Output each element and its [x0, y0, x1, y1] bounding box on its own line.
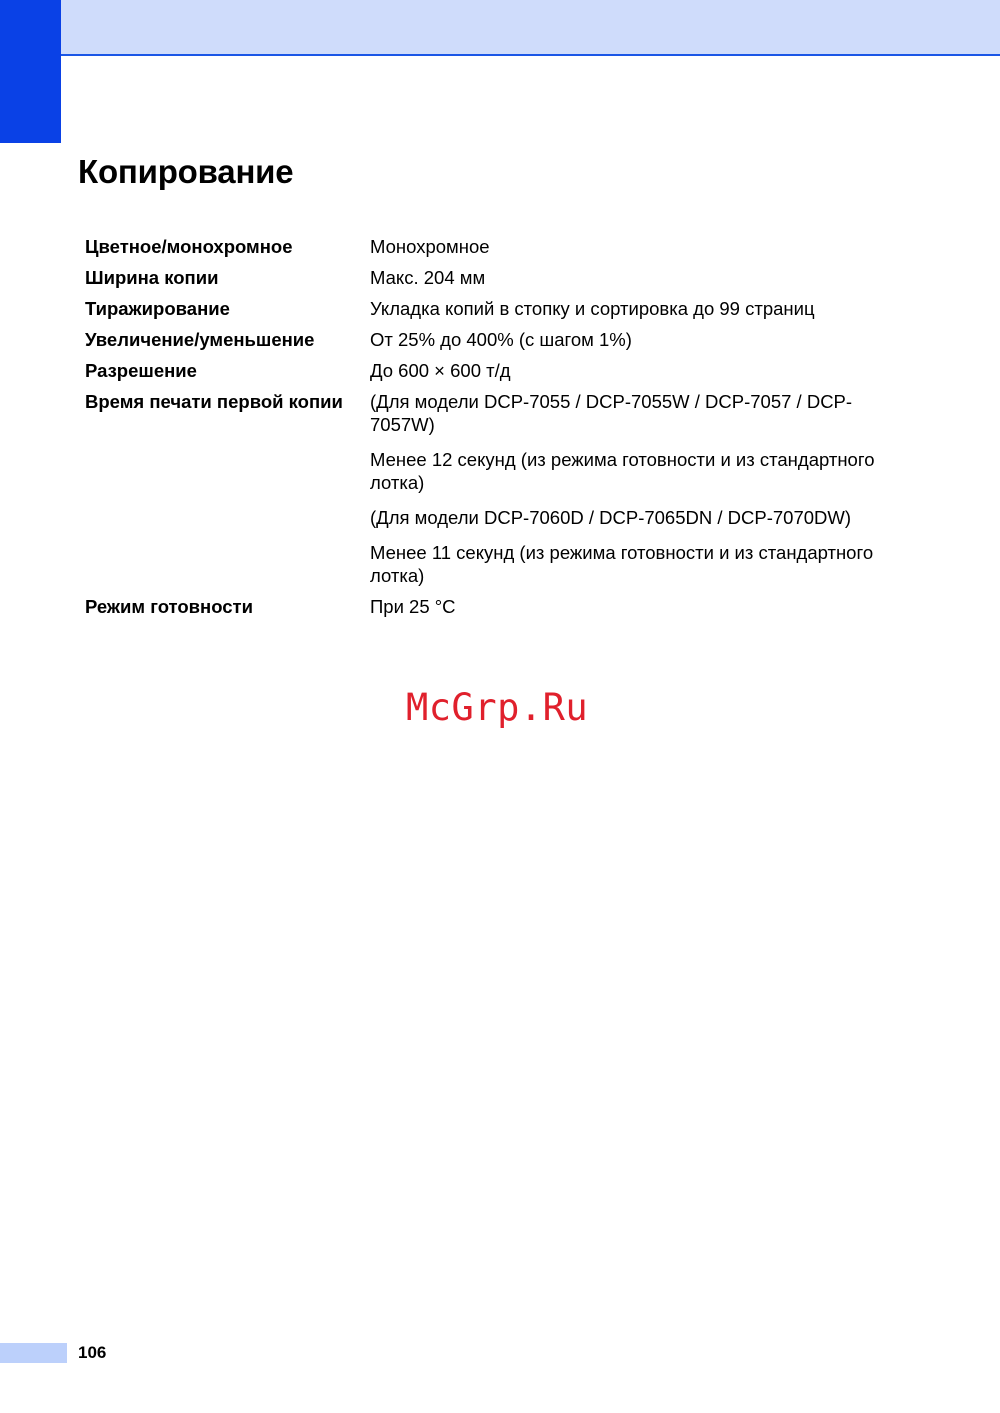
spec-values — [370, 294, 915, 325]
spec-value: Монохромное — [370, 236, 490, 257]
spec-value: Укладка копий в стопку и сортировка до 99 страниц — [370, 298, 815, 319]
spec-row-resolution — [85, 356, 915, 387]
spec-values — [370, 356, 915, 387]
page-title: Копирование — [78, 153, 294, 190]
spec-label: Увеличение/уменьшение — [85, 329, 315, 350]
header-divider — [60, 54, 1000, 56]
spec-value: Менее 12 секунд (из режима готовности и из стандартного лотка) — [370, 449, 875, 493]
spec-value: (Для модели DCP-7055 / DCP-7055W / DCP-7057 / DCP-7057W) — [370, 391, 853, 435]
page-number: 106 — [78, 1343, 107, 1362]
spec-value: Менее 11 секунд (из режима готовности и из стандартного лотка) — [370, 542, 874, 586]
spec-label: Время печати первой копии — [85, 391, 343, 412]
spec-row-enlarge-reduce — [85, 325, 915, 356]
spec-table — [85, 232, 915, 623]
spec-row-color-mode — [85, 232, 915, 263]
chapter-tab — [0, 0, 61, 143]
watermark-text: McGrp.Ru — [406, 686, 589, 729]
spec-row-first-copy-time — [85, 387, 915, 592]
spec-row-multiple-copies — [85, 294, 915, 325]
footer-band — [0, 1343, 67, 1363]
spec-value: (Для модели DCP-7060D / DCP-7065DN / DCP-7070DW) — [370, 507, 852, 528]
spec-row-ready-mode — [85, 592, 915, 623]
spec-values — [370, 592, 915, 623]
spec-values — [370, 232, 915, 263]
spec-value: При 25 °C — [370, 596, 456, 617]
spec-label: Ширина копии — [85, 267, 219, 288]
spec-values — [370, 263, 915, 294]
spec-label: Цветное/монохромное — [85, 236, 293, 257]
spec-values — [370, 387, 915, 592]
spec-label: Режим готовности — [85, 596, 253, 617]
spec-values — [370, 325, 915, 356]
spec-value: До 600 × 600 т/д — [370, 360, 511, 381]
header-band — [0, 0, 1000, 55]
spec-label: Тиражирование — [85, 298, 230, 319]
spec-label: Разрешение — [85, 360, 197, 381]
spec-value: Макс. 204 мм — [370, 267, 486, 288]
spec-row-copy-width — [85, 263, 915, 294]
spec-value: От 25% до 400% (с шагом 1%) — [370, 329, 632, 350]
